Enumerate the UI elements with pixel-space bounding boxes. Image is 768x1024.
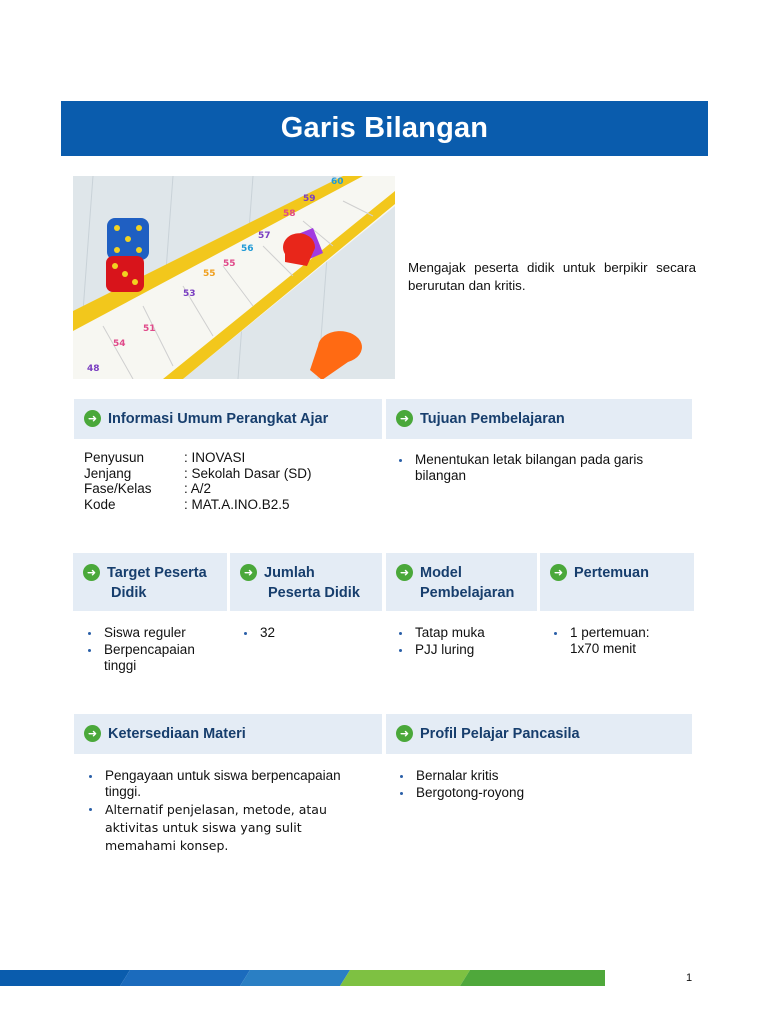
svg-text:56: 56	[241, 244, 254, 254]
info-heading: Informasi Umum Perangkat Ajar	[108, 411, 329, 427]
list-item: Siswa reguler	[82, 625, 222, 641]
list-item: 32	[238, 625, 378, 641]
model-header	[386, 553, 537, 611]
list-item: Tatap muka	[393, 625, 533, 641]
jumlah-heading-line1: Jumlah	[264, 565, 315, 581]
model-heading-line2: Pembelajaran	[420, 585, 515, 601]
info-row	[84, 466, 374, 482]
profil-list	[394, 768, 684, 802]
list-item: Bergotong-royong	[394, 785, 684, 801]
footer-stripe-graphic	[0, 970, 605, 986]
arrow-right-icon: ➜	[550, 564, 567, 581]
info-key: Penyusun	[84, 450, 145, 465]
list-item: Alternatif penjelasan, metode, atau aktivitas untuk siswa yang sulit memahami konsep.	[83, 801, 373, 855]
svg-text:48: 48	[87, 364, 100, 374]
info-value: : Sekolah Dasar (SD)	[184, 465, 312, 481]
list-item: Bernalar kritis	[394, 768, 684, 784]
list-item: 1 pertemuan: 1x70 menit	[548, 625, 668, 657]
svg-text:58: 58	[283, 209, 296, 219]
target-list	[82, 625, 222, 675]
arrow-right-icon: ➜	[396, 725, 413, 742]
jumlah-heading-line2: Peserta Didik	[268, 585, 360, 601]
pertemuan-heading: Pertemuan	[574, 565, 649, 581]
info-value: : INOVASI	[184, 450, 246, 465]
info-value: : A/2	[184, 481, 212, 496]
tujuan-header	[386, 399, 692, 439]
model-heading	[420, 563, 514, 603]
svg-text:59: 59	[303, 194, 316, 204]
title-banner	[61, 101, 708, 156]
arrow-right-icon: ➜	[83, 564, 100, 581]
materi-header	[74, 714, 382, 754]
info-row	[84, 450, 374, 466]
info-key: Jenjang	[84, 465, 132, 481]
materi-list	[83, 768, 373, 856]
svg-text:54: 54	[113, 339, 126, 349]
info-key: Kode	[84, 496, 116, 512]
tujuan-list	[393, 452, 683, 485]
footer-stripe	[0, 970, 605, 986]
page-number: 1	[686, 972, 693, 984]
arrow-right-icon: ➜	[396, 410, 413, 427]
info-row	[84, 497, 374, 513]
jumlah-heading	[264, 563, 360, 603]
list-item: Berpencapaian tinggi	[82, 642, 222, 674]
model-heading-line1: Model	[420, 565, 462, 581]
jumlah-header	[230, 553, 382, 611]
pertemuan-header	[540, 553, 694, 611]
list-item: Menentukan letak bilangan pada garis bilangan	[393, 452, 683, 484]
arrow-right-icon: ➜	[84, 725, 101, 742]
info-header	[74, 399, 382, 439]
pertemuan-list	[548, 625, 668, 658]
profil-header	[386, 714, 692, 754]
arrow-right-icon: ➜	[84, 410, 101, 427]
profil-heading: Profil Pelajar Pancasila	[420, 726, 580, 742]
target-heading-line1: Target Peserta	[107, 565, 207, 581]
svg-text:55: 55	[203, 269, 216, 279]
list-item: PJJ luring	[393, 642, 533, 658]
target-heading-line2: Didik	[111, 585, 147, 601]
svg-text:60: 60	[331, 177, 344, 187]
materi-heading: Ketersediaan Materi	[108, 726, 246, 742]
number-line-board-game-photo	[73, 176, 395, 379]
info-table	[84, 450, 374, 512]
svg-text:51: 51	[143, 324, 156, 334]
arrow-right-icon: ➜	[240, 564, 257, 581]
info-value: : MAT.A.INO.B2.5	[184, 496, 290, 512]
jumlah-list	[238, 625, 378, 642]
list-item: Pengayaan untuk siswa berpencapaian tinggi.	[83, 768, 373, 800]
info-row	[84, 481, 374, 497]
svg-text:57: 57	[258, 231, 271, 241]
arrow-right-icon: ➜	[396, 564, 413, 581]
target-header	[73, 553, 227, 611]
intro-text: Mengajak peserta didik untuk berpikir secara berurutan dan kritis.	[408, 260, 696, 293]
svg-text:55: 55	[223, 259, 236, 269]
page-title: Garis Bilangan	[280, 112, 489, 144]
model-list	[393, 625, 533, 659]
target-heading	[107, 563, 207, 603]
tujuan-heading: Tujuan Pembelajaran	[420, 411, 565, 427]
info-key: Fase/Kelas	[84, 481, 152, 496]
svg-text:53: 53	[183, 289, 196, 299]
number-line-photo	[73, 176, 395, 379]
